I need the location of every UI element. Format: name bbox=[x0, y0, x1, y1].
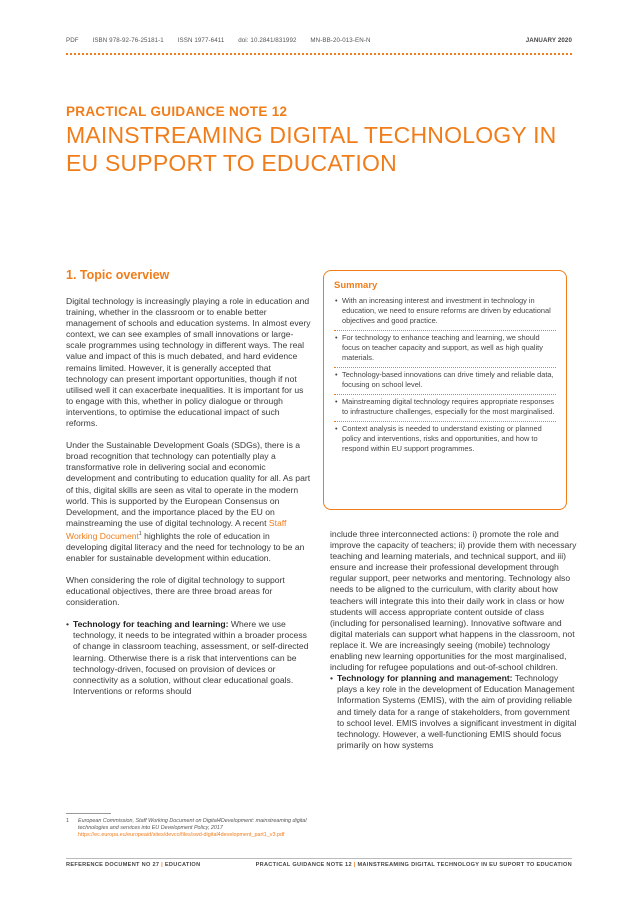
header-dotted-rule bbox=[66, 53, 572, 55]
summary-title: Summary bbox=[334, 280, 378, 291]
summary-item: • For technology to enhance teaching and learning, we should focus on teacher capacity and support, as well as high quality materials. bbox=[334, 330, 556, 367]
publication-date: JANUARY 2020 bbox=[525, 37, 572, 44]
footer-separator: | bbox=[161, 862, 164, 868]
footnote-link[interactable]: https://ec.europa.eu/europeaid/sites/devco/files/swd-digital4development_part1_v3.pdf bbox=[78, 832, 285, 838]
footnote-number: 1 bbox=[66, 818, 69, 824]
summary-box bbox=[323, 270, 567, 510]
publication-metadata bbox=[66, 37, 572, 44]
meta-format: PDF bbox=[66, 37, 79, 44]
meta-catalogue: MN-BB-20-013-EN-N bbox=[310, 37, 371, 44]
footer-separator: | bbox=[353, 862, 356, 868]
note-label: PRACTICAL GUIDANCE NOTE 12 bbox=[66, 104, 288, 119]
footnote bbox=[66, 818, 312, 839]
footnote-rule bbox=[66, 813, 111, 814]
footer-document-ref: REFERENCE DOCUMENT NO 27 bbox=[66, 862, 160, 868]
list-item: • Technology for teaching and learning: Where we use technology, it needs to be integrated within a broader process of change in classroom teaching, assessment, or self-directed learning. Otherwise there is a risk that interventions can be technology-driven, focused on provision of devices or connectivity as a solution, without clear educational goals. Interventions or reforms should bbox=[66, 619, 312, 697]
footnote-text: European Commission, Staff Working Document on Digital4Development: mainstreaming digital technologies and services into EU Development Policy, 2017 bbox=[78, 818, 307, 831]
bullet-list bbox=[66, 619, 312, 697]
body-column-left bbox=[66, 296, 312, 697]
list-item: • Technology for planning and management: Technology plays a key role in the development of Education Management Information Systems (EMIS), with the aim of providing reliable and timely data for a range of stakeholders, from government to school level. EMIS involves a significant investment in digital technology. However, a well-functioning EMIS should focus primarily on how systems bbox=[330, 673, 578, 751]
meta-doi: doi: 10.2841/831992 bbox=[238, 37, 297, 44]
footer-running-title: MAINSTREAMING DIGITAL TECHNOLOGY IN EU SUPORT TO EDUCATION bbox=[357, 862, 572, 868]
footnote-ref[interactable]: 1 bbox=[138, 530, 142, 537]
page-title: MAINSTREAMING DIGITAL TECHNOLOGY IN EU SUPPORT TO EDUCATION bbox=[66, 122, 557, 176]
body-column-right bbox=[330, 529, 578, 751]
paragraph: Under the Sustainable Development Goals (SDGs), there is a broad recognition that technology can potentially play a transformative role in delivering social and economic development and contributing to education quality for all. As part of this, digital skills are seen as vital to operate in the modern world. This is supported by the European Consensus on Development, and the importance placed by the EU on mainstreaming the use of digital technology. A recent Staff Working Document$^1$ highlights the role of education in developing digital literacy and the need for technology to be an enabler for sustainable development within education. bbox=[66, 440, 311, 563]
paragraph: When considering the role of digital technology to support educational objectives, there are three broad areas for consideration. bbox=[66, 575, 285, 608]
summary-item: • Mainstreaming digital technology requires appropriate responses to infrastructure challenges, especially for the most marginalised. bbox=[334, 394, 556, 421]
summary-item: • Context analysis is needed to understand existing or planned policy and interventions, risks and opportunities, and how to respond within EU support programmes. bbox=[334, 421, 556, 458]
footer-section: EDUCATION bbox=[164, 862, 201, 868]
summary-item: • With an increasing interest and investment in technology in education, we need to ensure reforms are driven by educational objectives and good practice. bbox=[334, 294, 556, 330]
summary-list bbox=[334, 294, 556, 458]
meta-isbn: ISBN 978-92-76-25181-1 bbox=[92, 37, 164, 44]
summary-item: • Technology-based innovations can drive timely and reliable data, focusing on school level. bbox=[334, 367, 556, 394]
bullet-list bbox=[330, 673, 578, 751]
section-heading: 1. Topic overview bbox=[66, 268, 170, 282]
paragraph: include three interconnected actions: i) promote the role and improve the capacity of teachers; ii) provide them with necessary teaching and learning materials, and technical support, and iii) ensure and increase their professional development through regular support, peer networks and mentoring. Technology also needs to be aligned to the curriculum, with clarity about how teachers will integrate this into their daily work in class or how students will access appropriate content outside of class (including for personalised learning). Innovative software and digital materials can support what happens in the classroom, not replace it. We are increasingly seeing (mobile) technology enabling new learning opportunities for the most marginalised, including for refugee populations and out-of-school children. bbox=[330, 529, 577, 673]
footer-note-ref: PRACTICAL GUIDANCE NOTE 12 bbox=[255, 862, 352, 868]
paragraph: Digital technology is increasingly playing a role in education and training, whether in the classroom or to enable better management of schools and education systems. In almost every context, we can see examples of small innovations or large-scale programmes using technology in different ways. The real value and impact of this is much debated, and hard evidence remains limited. However, it is generally accepted that technology can present important opportunities, though if not utilised well it can exacerbate inequalities. It is important for us to engage with this, whether in policy dialogue or through interventions, to optimise the educational impact of such reforms. bbox=[66, 296, 311, 429]
staff-working-document-link[interactable]: Staff Working Document bbox=[66, 517, 287, 541]
meta-issn: ISSN 1977-6411 bbox=[177, 37, 225, 44]
footer-right bbox=[256, 862, 572, 868]
footer-left bbox=[66, 862, 200, 868]
footer-rule bbox=[66, 858, 572, 859]
